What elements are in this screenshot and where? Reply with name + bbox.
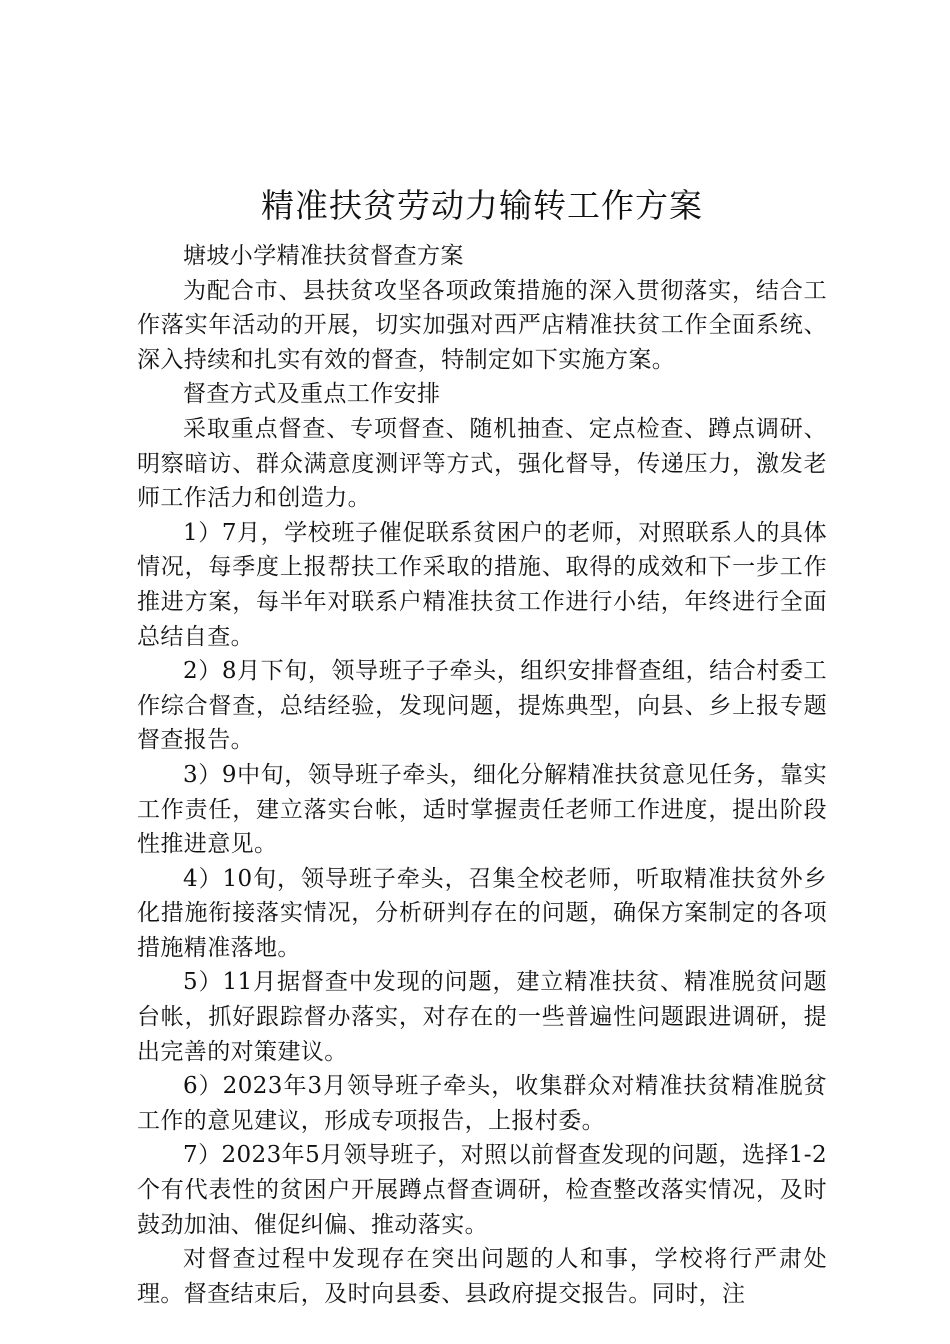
item-7-paragraph: 7）2023年5月领导班子，对照以前督查发现的问题，选择1-2个有代表性的贫困户开展蹲点督查调研，检查整改落实情况，及时鼓劲加油、催促纠偏、推动落实。 xyxy=(137,1142,827,1238)
item-5-paragraph: 5）11月据督查中发现的问题，建立精准扶贫、精准脱贫问题台帐，抓好跟踪督办落实，对存在的一些普遍性问题跟进调研，提出完善的对策建议。 xyxy=(137,969,827,1065)
item-4-paragraph: 4）10旬，领导班子牵头，召集全校老师，听取精准扶贫外乡化措施衔接落实情况，分析研判存在的问题，确保方案制定的各项措施精准落地。 xyxy=(137,865,827,961)
subtitle-paragraph: 塘坡小学精准扶贫督查方案 xyxy=(183,243,464,269)
item-1-paragraph: 1）7月，学校班子催促联系贫困户的老师，对照联系人的具体情况，每季度上报帮扶工作采取的措施、取得的成效和下一步工作推进方案，每半年对联系户精准扶贫工作进行小结，年终进行全面总结自查。 xyxy=(137,519,827,650)
document-title: 精准扶贫劳动力输转工作方案 xyxy=(261,186,703,225)
item-3-paragraph: 3）9中旬，领导班子牵头，细化分解精准扶贫意见任务，靠实工作责任，建立落实台帐，适时掌握责任老师工作进度，提出阶段性推进意见。 xyxy=(137,761,827,858)
item-2-paragraph: 2）8月下旬，领导班子子牵头，组织安排督查组，结合村委工作综合督查，总结经验，发现问题，提炼典型，向县、乡上报专题督查报告。 xyxy=(137,658,827,754)
section-heading-paragraph: 督查方式及重点工作安排 xyxy=(183,381,441,408)
document-body xyxy=(137,183,827,1311)
closing-paragraph: 对督查过程中发现存在突出问题的人和事，学校将行严肃处理。督查结束后，及时向县委、县政府提交报告。同时，注 xyxy=(137,1246,827,1307)
item-6-paragraph: 6）2023年3月领导班子牵头，收集群众对精准扶贫精准脱贫工作的意见建议，形成专项报告，上报村委。 xyxy=(137,1073,827,1134)
intro-paragraph: 为配合市、县扶贫攻坚各项政策措施的深入贯彻落实，结合工作落实年活动的开展，切实加强对西严店精准扶贫工作全面系统、深入持续和扎实有效的督查，特制定如下实施方案。 xyxy=(137,277,827,373)
method-paragraph: 采取重点督查、专项督查、随机抽查、定点检查、蹲点调研、明察暗访、群众满意度测评等方式，强化督导，传递压力，激发老师工作活力和创造力。 xyxy=(137,415,827,512)
